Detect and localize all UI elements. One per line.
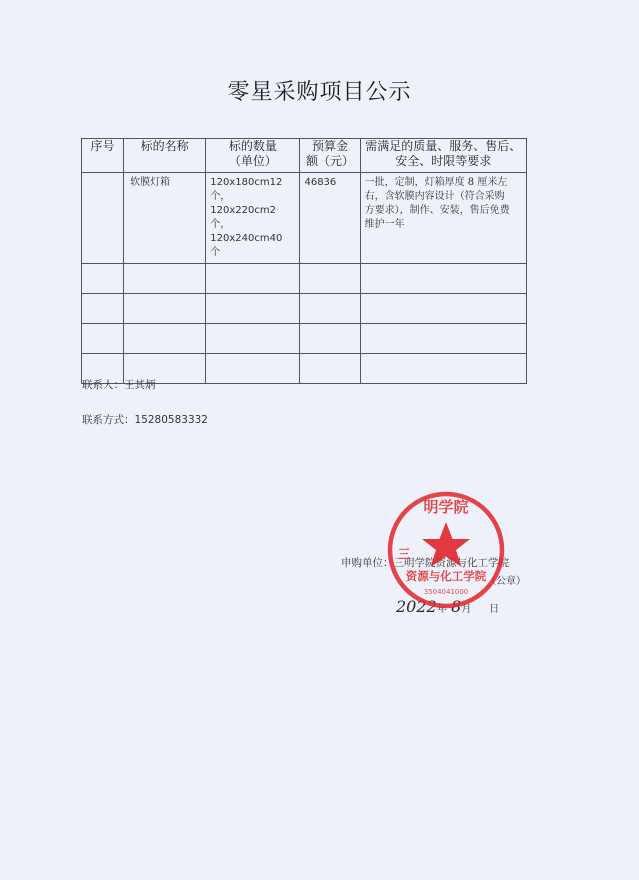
applicant-name: 三明学院资源与化工学院 <box>393 557 509 569</box>
header-qty: 标的数量 （单位） <box>206 139 300 173</box>
table-row <box>82 324 527 354</box>
svg-text:资源与化工学院: 资源与化工学院 <box>405 569 487 583</box>
applicant-label: 申购单位： <box>341 557 394 569</box>
procurement-table <box>81 138 527 384</box>
svg-text:3504041000: 3504041000 <box>423 588 469 596</box>
page-title: 零星采购项目公示 <box>227 80 412 105</box>
header-no: 序号 <box>82 139 124 173</box>
table-row <box>82 294 527 324</box>
contact-phone <box>82 412 208 427</box>
cell-qty: 120x180cm12 个， 120x220cm2 个， 120x240cm40 个 <box>206 173 300 264</box>
date-year-suffix: 年 <box>436 604 447 615</box>
contact-person <box>82 377 156 392</box>
official-seal-note: （公章） <box>486 576 526 587</box>
svg-text:三: 三 <box>398 547 411 561</box>
table-header-row <box>82 139 527 173</box>
svg-text:明学院: 明学院 <box>423 498 469 516</box>
cell-no <box>82 173 124 264</box>
contact-phone-value: 15280583332 <box>134 414 208 426</box>
date-month: 8 <box>451 597 462 616</box>
header-name: 标的名称 <box>124 139 206 173</box>
date-year: 2022 <box>396 597 437 616</box>
date-day-suffix: 日 <box>489 604 500 615</box>
header-requirements: 需满足的质量、服务、售后、 安全、时限等要求 <box>360 139 526 173</box>
table-row <box>82 173 527 264</box>
contact-person-name: 王其炳 <box>124 379 156 391</box>
seal-star-icon <box>422 522 470 567</box>
cell-requirements: 一批，定制，灯箱厚度 8 厘米左 右，含软膜内容设计（符合采购 方要求），制作、安装，售后免费 维护一年 <box>360 173 526 264</box>
contact-phone-label: 联系方式： <box>82 414 135 426</box>
contact-person-label: 联系人： <box>82 379 124 391</box>
table-row <box>82 264 527 294</box>
cell-name: 软膜灯箱 <box>124 173 206 264</box>
official-seal-stamp <box>384 488 508 612</box>
cell-budget: 46836 <box>300 173 360 264</box>
date-month-suffix: 月 <box>461 604 472 615</box>
header-budget: 预算金 额（元） <box>300 139 360 173</box>
